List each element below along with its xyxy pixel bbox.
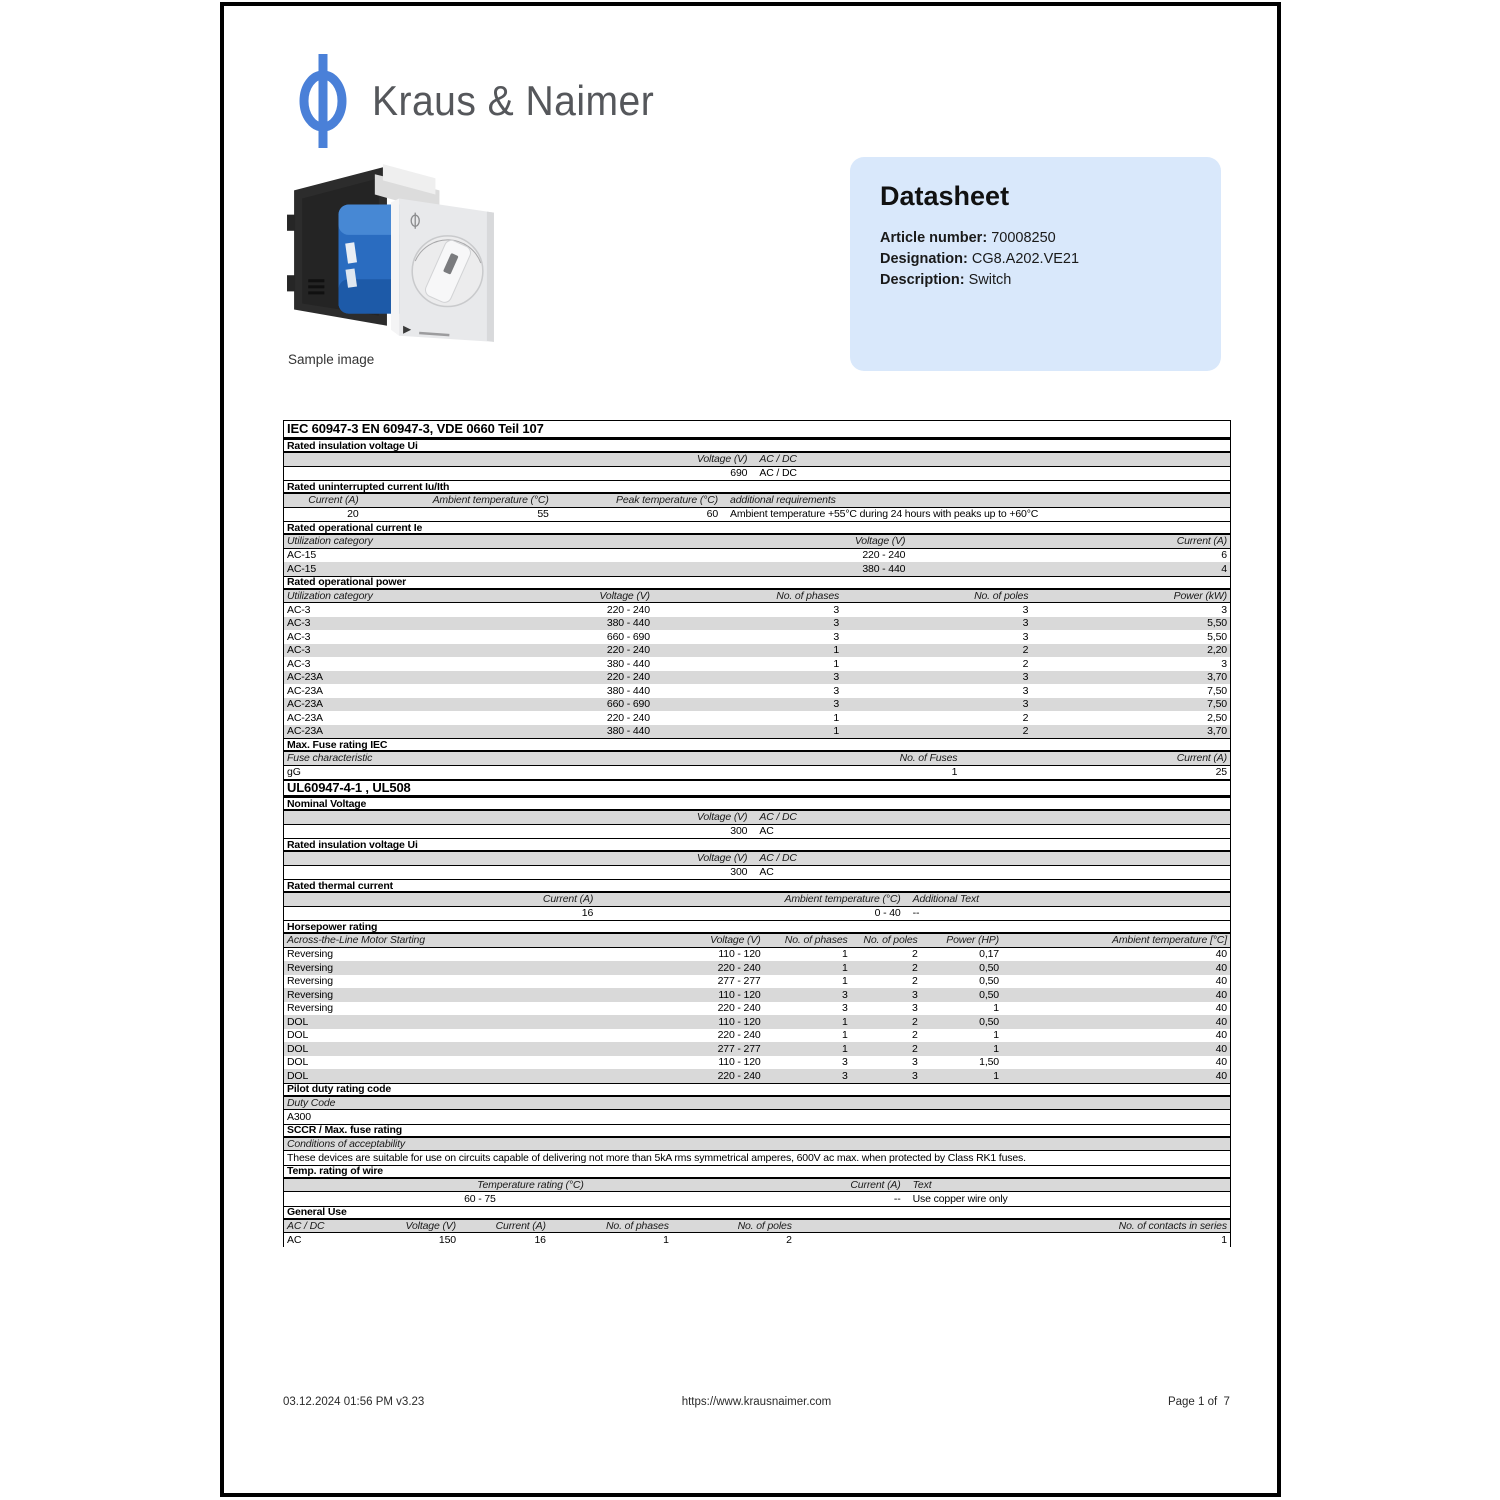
table-cell: Power (HP) [946,934,999,947]
table-cell: Voltage (V) [599,589,650,602]
table-cell: 16 [581,907,594,920]
table-cell: Utilization category [287,589,373,602]
table-cell: 1 [993,1002,999,1015]
table-cell: Max. Fuse rating IEC [287,738,388,751]
table-cell: Power (kW) [1173,589,1227,602]
table-cell: Voltage (V) [696,852,748,865]
column-header-row [284,852,1230,866]
table-cell: Reversing [287,948,333,961]
table-cell: 300 [730,825,748,838]
table-row [284,766,1230,780]
datasheet-title: Datasheet [880,181,1010,211]
table-cell: No. of poles [974,589,1029,602]
table-cell: Horsepower rating [287,920,378,933]
table-cell: 3 [833,698,840,711]
page-footer [283,1396,1230,1408]
table-cell: -- [893,1192,901,1205]
table-cell: Ambient temperature (°C) [432,494,549,507]
table-cell: 110 - 120 [718,1056,761,1069]
table-cell: AC-23A [287,671,323,684]
datasheet-field: Designation: CG8.A202.VE21 [880,251,1080,267]
table-cell: 3 [1022,698,1029,711]
table-cell: General Use [287,1206,347,1218]
table-cell: 220 - 240 [717,1002,761,1015]
field-label: Description: [880,272,965,288]
table-cell: 1,50 [979,1056,999,1069]
table-cell: 1 [841,1015,848,1028]
column-header-row [284,811,1230,825]
column-header-row [284,1097,1230,1111]
table-cell: 660 - 690 [606,698,650,711]
table-cell: AC / DC [759,811,797,824]
table-cell: Utilization category [287,535,373,548]
table-cell: 40 [1215,961,1227,974]
subsection-row [284,838,1230,852]
table-row [284,617,1230,631]
table-cell: Rated uninterrupted current Iu/Ith [287,480,450,493]
table-cell: 1 [841,975,848,988]
table-cell: AC / DC [287,1219,325,1232]
table-cell: AC-23A [287,711,323,724]
table-row [284,907,1230,921]
table-cell: No. of Fuses [899,752,958,765]
table-cell: 150 [438,1233,456,1246]
table-row [284,948,1230,962]
table-cell: 3 [1022,617,1029,630]
table-cell: Temp. rating of wire [287,1165,383,1177]
table-cell: DOL [287,1029,309,1042]
table-cell: Current (A) [495,1219,546,1232]
subsection-row [284,1124,1230,1138]
table-cell: 1 [951,766,958,779]
table-row [284,1056,1230,1070]
table-cell: 380 - 440 [606,617,650,630]
table-cell: 660 - 690 [606,630,650,643]
table-row [284,1110,1230,1124]
sample-image-caption: Sample image [288,352,375,367]
table-cell: Voltage (V) [854,535,906,548]
table-cell: 2 [911,975,918,988]
table-cell: 3 [833,684,840,697]
table-cell: 220 - 240 [606,644,650,657]
subsection-row [284,576,1230,590]
table-cell: AC [759,825,774,838]
table-cell: Voltage (V) [405,1219,456,1232]
table-cell: 60 - 75 [464,1192,496,1205]
table-cell: 1 [841,948,848,961]
table-cell: 40 [1215,1015,1227,1028]
table-row [284,1002,1230,1016]
table-row [284,988,1230,1002]
table-cell: gG [287,766,301,779]
table-cell: 2,20 [1207,644,1227,657]
column-header-row [284,535,1230,549]
table-cell: 220 - 240 [717,961,761,974]
table-cell: 55 [537,508,549,521]
table-cell: 2 [911,1029,918,1042]
table-cell: 2 [786,1233,792,1246]
table-cell: 1 [841,1029,848,1042]
table-cell: 6 [1221,549,1227,562]
table-cell: 3 [1221,603,1227,616]
table-cell: Nominal Voltage [287,797,367,810]
table-cell: 5,50 [1207,617,1227,630]
table-cell: 3 [833,671,840,684]
table-row [284,549,1230,563]
table-row [284,725,1230,739]
table-cell: AC [287,1233,302,1246]
table-cell: UL60947-4-1 , UL508 [287,782,411,794]
subsection-row [284,879,1230,893]
table-cell: Voltage (V) [696,453,748,466]
table-cell: 3 [833,603,840,616]
column-header-row [284,494,1230,508]
table-cell: 0 - 40 [874,907,901,920]
table-cell: Reversing [287,961,333,974]
table-cell: AC-23A [287,684,323,697]
brand-logo [294,52,675,150]
document-page [220,2,1281,1497]
table-cell: 220 - 240 [606,603,650,616]
table-cell: 110 - 120 [718,1015,761,1028]
table-row [284,825,1230,839]
subsection-row [284,797,1230,811]
table-row [284,467,1230,481]
field-label: Article number: [880,230,988,246]
table-cell: 40 [1215,1042,1227,1055]
table-cell: additional requirements [730,494,836,507]
table-cell: 2 [1022,725,1029,738]
table-cell: No. of phases [605,1219,669,1232]
table-row [284,1015,1230,1029]
table-cell: Rated insulation voltage Ui [287,838,418,851]
table-cell: 40 [1215,948,1227,961]
table-cell: Across-the-Line Motor Starting [287,934,425,947]
table-cell: 3 [841,1002,848,1015]
table-cell: Reversing [287,975,333,988]
table-cell: 3 [911,1056,918,1069]
table-cell: 110 - 120 [718,948,761,961]
subsection-row [284,439,1230,453]
table-cell: 1 [993,1042,999,1055]
column-header-row [284,453,1230,467]
table-cell: 1 [833,725,840,738]
table-cell: 40 [1215,1069,1227,1082]
column-header-row [284,893,1230,907]
column-header-row [284,752,1230,766]
table-cell: 3 [841,988,848,1001]
table-cell: 277 - 277 [717,975,761,988]
table-cell: AC-15 [287,549,317,562]
table-cell: 3 [911,988,918,1001]
table-cell: 40 [1215,1002,1227,1015]
table-cell: No. of contacts in series [1118,1219,1227,1232]
table-cell: Fuse characteristic [287,752,373,765]
table-cell: 1 [993,1069,999,1082]
section-title-row [284,779,1230,797]
table-cell: 690 [730,467,748,480]
table-cell: 3 [911,1002,918,1015]
table-cell: DOL [287,1042,309,1055]
table-row [284,562,1230,576]
table-cell: 0,17 [979,948,999,961]
section-title-row [284,421,1230,439]
table-cell: Current (A) [308,494,359,507]
table-cell: 2 [1022,657,1029,670]
table-row [284,711,1230,725]
table-cell: 1 [993,1029,999,1042]
table-row [284,961,1230,975]
table-cell: DOL [287,1056,309,1069]
table-cell: 380 - 440 [862,562,906,575]
table-row [284,1151,1230,1165]
subsection-row [284,521,1230,535]
table-row [284,1042,1230,1056]
table-cell: Text [912,1178,932,1191]
table-cell: 220 - 240 [717,1069,761,1082]
spec-table [283,420,1231,1247]
table-cell: 1 [833,657,840,670]
table-cell: 3 [1022,603,1029,616]
table-cell: Ambient temperature (°C) [784,893,901,906]
table-cell: 20 [347,508,359,521]
table-cell: DOL [287,1069,309,1082]
subsection-row [284,1206,1230,1220]
table-cell: Reversing [287,988,333,1001]
table-row [284,630,1230,644]
subsection-row [284,738,1230,752]
table-cell: 3 [833,630,840,643]
table-cell: 220 - 240 [862,549,906,562]
table-row [284,684,1230,698]
table-cell: AC [759,866,774,879]
table-cell: 380 - 440 [606,684,650,697]
table-cell: Rated thermal current [287,879,393,892]
table-row [284,1069,1230,1083]
table-row [284,1233,1230,1247]
table-cell: AC-3 [287,630,311,643]
table-cell: Additional Text [912,893,979,906]
datasheet-info-box [850,157,1221,371]
table-row [284,657,1230,671]
table-row [284,644,1230,658]
table-cell: 1 [663,1233,669,1246]
table-cell: IEC 60947-3 EN 60947-3, VDE 0660 Teil 107 [287,423,544,435]
table-cell: 25 [1215,766,1227,779]
brand-name: Kraus & Naimer [372,77,655,124]
table-cell: 40 [1215,988,1227,1001]
table-cell: Ambient temperature [°C] [1111,934,1227,947]
datasheet-fields [880,228,1191,291]
table-cell: A300 [287,1110,311,1123]
table-cell: 7,50 [1207,698,1227,711]
table-cell: 2 [911,1042,918,1055]
table-cell: Current (A) [850,1178,901,1191]
column-header-row [284,934,1230,948]
table-cell: These devices are suitable for use on circuits capable of delivering not more than 5kA rms symmetrical amperes, 600V ac max. when protected by Class RK1 fuses. [287,1151,1026,1164]
table-cell: AC-23A [287,725,323,738]
table-cell: 1 [841,961,848,974]
table-cell: 2 [911,948,918,961]
table-row [284,1192,1230,1206]
datasheet-field: Description: Switch [880,272,1012,288]
table-cell: Temperature rating (°C) [477,1178,584,1191]
table-cell: 1 [841,1042,848,1055]
column-header-row [284,1179,1230,1193]
table-cell: 2,50 [1207,711,1227,724]
subsection-row [284,920,1230,934]
table-row [284,1029,1230,1043]
table-cell: 40 [1215,1029,1227,1042]
table-cell: Ambient temperature +55°C during 24 hours with peaks up to +60°C [730,508,1039,521]
table-row [284,975,1230,989]
table-row [284,671,1230,685]
phi-logo-icon [294,54,352,148]
table-cell: 0,50 [979,1015,999,1028]
table-cell: 2 [1022,644,1029,657]
table-cell: 40 [1215,975,1227,988]
table-cell: 0,50 [979,988,999,1001]
table-cell: 7,50 [1207,684,1227,697]
table-cell: 1 [833,711,840,724]
table-cell: 5,50 [1207,630,1227,643]
table-cell: Reversing [287,1002,333,1015]
product-image [286,156,498,348]
column-header-row [284,590,1230,604]
field-label: Designation: [880,251,968,267]
table-row [284,698,1230,712]
table-cell: 380 - 440 [606,725,650,738]
table-cell: AC-3 [287,644,311,657]
table-cell: Peak temperature (°C) [616,494,719,507]
table-cell: 4 [1221,562,1227,575]
table-cell: 0,50 [979,961,999,974]
table-cell: Voltage (V) [710,934,761,947]
table-cell: 3 [1022,684,1029,697]
table-cell: SCCR / Max. fuse rating [287,1124,402,1136]
table-cell: Duty Code [287,1096,336,1109]
table-cell: AC-3 [287,617,311,630]
table-cell: No. of poles [737,1219,792,1232]
table-cell: 40 [1215,1056,1227,1069]
table-cell: 220 - 240 [606,671,650,684]
table-cell: 16 [534,1233,546,1246]
table-cell: Use copper wire only [912,1192,1008,1205]
table-cell: Pilot duty rating code [287,1083,392,1095]
table-cell: 3 [911,1069,918,1082]
footer-page-number: Page 1 of 7 [1167,1396,1230,1408]
table-cell: 2 [911,1015,918,1028]
column-header-row [284,1220,1230,1234]
table-cell: Rated operational current Ie [287,521,423,534]
table-cell: 1 [1221,1233,1227,1246]
table-cell: 3 [833,617,840,630]
table-cell: 0,50 [979,975,999,988]
table-cell: Rated insulation voltage Ui [287,439,418,452]
table-cell: 3 [1022,671,1029,684]
table-cell: AC / DC [759,852,797,865]
table-cell: AC-3 [287,657,311,670]
table-row [284,866,1230,880]
table-cell: 300 [730,866,748,879]
table-cell: No. of poles [863,934,918,947]
datasheet-field: Article number: 70008250 [880,230,1056,246]
table-cell: No. of phases [776,589,840,602]
table-cell: 220 - 240 [717,1029,761,1042]
subsection-row [284,1165,1230,1179]
table-cell: AC / DC [759,467,797,480]
column-header-row [284,1138,1230,1152]
table-cell: Current (A) [542,893,594,906]
subsection-row [284,480,1230,494]
table-cell: Current (A) [1176,752,1227,765]
table-cell: 110 - 120 [718,988,761,1001]
table-cell: Current (A) [1176,535,1227,548]
subsection-row [284,1083,1230,1097]
table-cell: 3 [1022,630,1029,643]
table-cell: No. of phases [784,934,848,947]
table-row [284,508,1230,522]
table-cell: AC-15 [287,562,317,575]
table-cell: 3 [841,1069,848,1082]
table-cell: 380 - 440 [606,657,650,670]
table-cell: -- [912,907,920,920]
table-cell: 3,70 [1207,725,1227,738]
table-cell: 3 [1221,657,1227,670]
table-cell: 277 - 277 [717,1042,761,1055]
table-cell: 3 [841,1056,848,1069]
table-cell: AC / DC [759,453,797,466]
table-cell: 2 [911,961,918,974]
table-cell: 2 [1022,711,1029,724]
table-cell: 220 - 240 [606,711,650,724]
table-cell: 1 [833,644,840,657]
footer-timestamp: 03.12.2024 01:56 PM v3.23 [283,1396,425,1408]
table-cell: Voltage (V) [696,811,748,824]
table-cell: AC-23A [287,698,323,711]
table-cell: 60 [706,508,719,521]
table-row [284,603,1230,617]
footer-url-link[interactable]: https://www.krausnaimer.com [681,1396,832,1408]
table-cell: Rated operational power [287,576,407,588]
table-cell: 3,70 [1207,671,1227,684]
table-cell: DOL [287,1015,309,1028]
table-cell: AC-3 [287,603,311,616]
table-cell: Conditions of acceptability [287,1137,405,1150]
